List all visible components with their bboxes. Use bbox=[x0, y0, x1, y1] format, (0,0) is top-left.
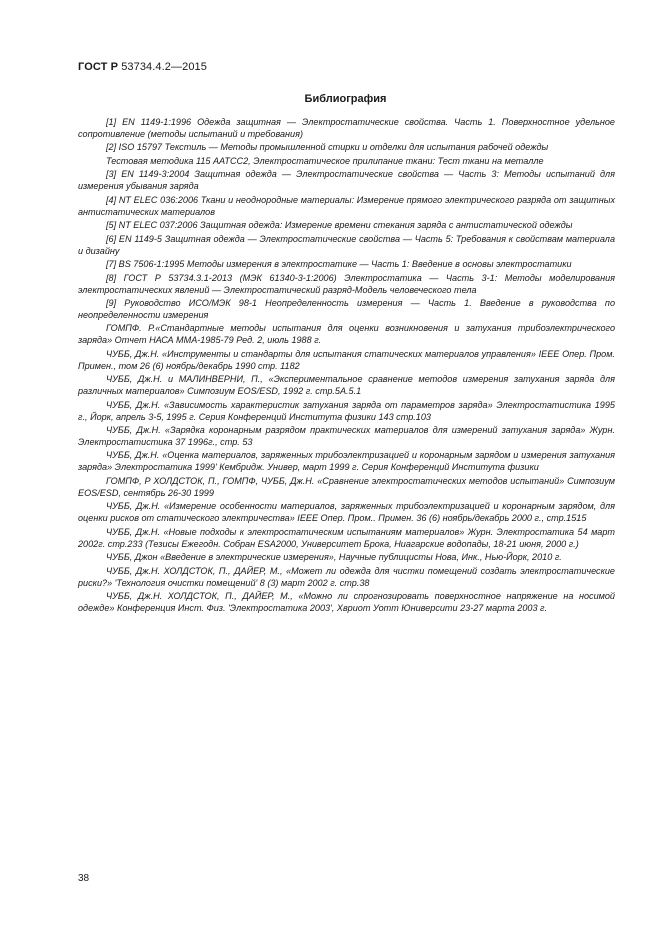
bibliography-entry: Тестовая методика 115 AATCC2, Электростатическое прилипание ткани: Тест ткани на металле bbox=[106, 155, 544, 166]
bibliography-entry: [6] EN 1149-5 Защитная одежда — Электростатические свойства — Часть 5: Требования к свойствам материала и дизайну bbox=[78, 233, 615, 256]
bibliography-entry: [1] EN 1149-1:1996 Одежда защитная — Электростатические свойства. Часть 1. Поверхностное удельное сопротивление (методы испытаний и требования) bbox=[78, 117, 615, 139]
bibliography-entry: [3] EN 1149-3:2004 Защитная одежда — Электростатические свойства — Часть 3: Методы испытаний для измерения убывания заряда bbox=[78, 169, 615, 192]
bibliography-entry: [7] BS 7506-1:1995 Методы измерения в электростатике — Часть 1: Введение в основы электростатики bbox=[106, 259, 572, 270]
page-number: 38 bbox=[78, 873, 90, 884]
bibliography-entry: ЧУББ, Дж.Н. ХОЛДСТОК, П., ДАЙЕР, М., «Может ли одежда для чистки помещений создать электростатические риски?» 'Технология очистки помещений' 8 (3) март 2002 г. стр.38 bbox=[78, 565, 615, 588]
bibliography-entry: ЧУББ, Дж.Н. «Измерение особенности материалов, заряженных трибоэлектризацией и коронарным зарядом, для оценки рисков от статического электричества» IEEE Опер. Пром.. Примен. 36 (6) ноябрь/декабрь 2000 г., стр.1515 bbox=[78, 501, 615, 524]
standard-number: 53734.4.2—2015 bbox=[121, 61, 207, 73]
bibliography-entry: ЧУББ, Дж.Н. «Зарядка коронарным разрядом практических материалов для измерений затухания заряда» Журн. Электростатистика 37 1996г., стр. 53 bbox=[78, 425, 615, 447]
standard-prefix: ГОСТ Р bbox=[78, 61, 119, 73]
bibliography-entry: ЧУББ, Дж.Н. «Новые подходы к электростатическим испытаниям материалов» Журн. Электростатика 54 март 2002г. стр.233 (Тезисы Ежегодн. Собран ESA2000, Университет Брока, Ниагарские водопады, 18-21 июня, 2000 г.) bbox=[78, 526, 615, 549]
bibliography-entry: ГОМПФ, Р ХОЛДСТОК, П., ГОМПФ, ЧУББ, Дж.Н. «Сравнение электростатических методов испытаний» Симпозиум EOS/ESD, сентябрь 26-30 1999 bbox=[78, 475, 615, 498]
bibliography-entry: ЧУББ, Дж.Н. «Оценка материалов, заряженных трибоэлектризацией и коронарным зарядом и измерения затухания заряда» Электростатика 1999' Кембридж. Универ, март 1999 г. Серия Конференций Института физики bbox=[78, 450, 615, 473]
bibliography-entry: [9] Руководство ИСО/МЭК 98-1 Неопределенность измерения — Часть 1. Введение в руководства по неопределенности измерения bbox=[78, 298, 615, 320]
bibliography-entry: ГОМПФ. Р.«Стандартные методы испытания для оценки возникновения и затухания трибоэлектрического заряда» Отчет НАСА ММА-1985-79 Ред. 2, июль 1988 г. bbox=[78, 323, 615, 346]
bibliography-entry: [5] NT ELEC 037:2006 Защитная одежда: Измерение времени стекания заряда с антистатической одежды bbox=[106, 220, 573, 231]
bibliography-entry: ЧУББ, Дж.Н. ХОЛДСТОК, П., ДАЙЕР, М., «Можно ли спрогнозировать поверхностное напряжение на носимой одежде» Конференция Инст. Физ. 'Электростатика 2003', Хвриот Уотт Юниверсити 23-27 марта 2003 г. bbox=[78, 591, 615, 613]
standard-header bbox=[78, 61, 207, 73]
bibliography-entry: ЧУББ, Дж.Н. «Инструменты и стандарты для испытания статических материалов управления» IEEE Опер. Пром. Примен., том 26 (6) ноябрь/декабрь 1990 стр. 1182 bbox=[78, 348, 615, 371]
bibliography-entry: [8] ГОСТ Р 53734.3.1-2013 (МЭК 61340-3-1:2006) Электростатика — Часть 3-1: Методы моделирования электростатических явлений — Электростатический разряд-Модель человеческого тела bbox=[78, 272, 615, 295]
bibliography-entry: ЧУББ, Дж.Н. «Зависимость характеристик затухания заряда от параметров заряда» Электростатистика 1995 г., Йорк, апрель 3-5, 1995 г. Серия Конференций Института физики 143 стр.103 bbox=[78, 399, 615, 422]
bibliography-entry: [4] NT ELEC 036:2006 Ткани и неоднородные материалы: Измерение прямого электрического разряда от защитных антистатических материалов bbox=[78, 194, 615, 217]
bibliography-entry: ЧУББ, Дж.Н. и МАЛИНВЕРНИ, П., «Экспериментальное сравнение методов измерения затухания заряда для различных материалов» Симпозиум EOS/ESD, 1992 г. стр.5A.5.1 bbox=[78, 374, 615, 397]
bibliography-entry: ЧУББ, Джон «Введение в электрические измерения», Научные публицисты Нова, Инк., Нью-Йорк, 2010 г. bbox=[106, 552, 562, 563]
bibliography-list bbox=[78, 117, 615, 615]
bibliography-entry: [2] ISO 15797 Текстиль — Методы промышленной стирки и отделки для испытания рабочей одежды bbox=[106, 142, 549, 153]
section-title: Библиография bbox=[304, 93, 387, 105]
